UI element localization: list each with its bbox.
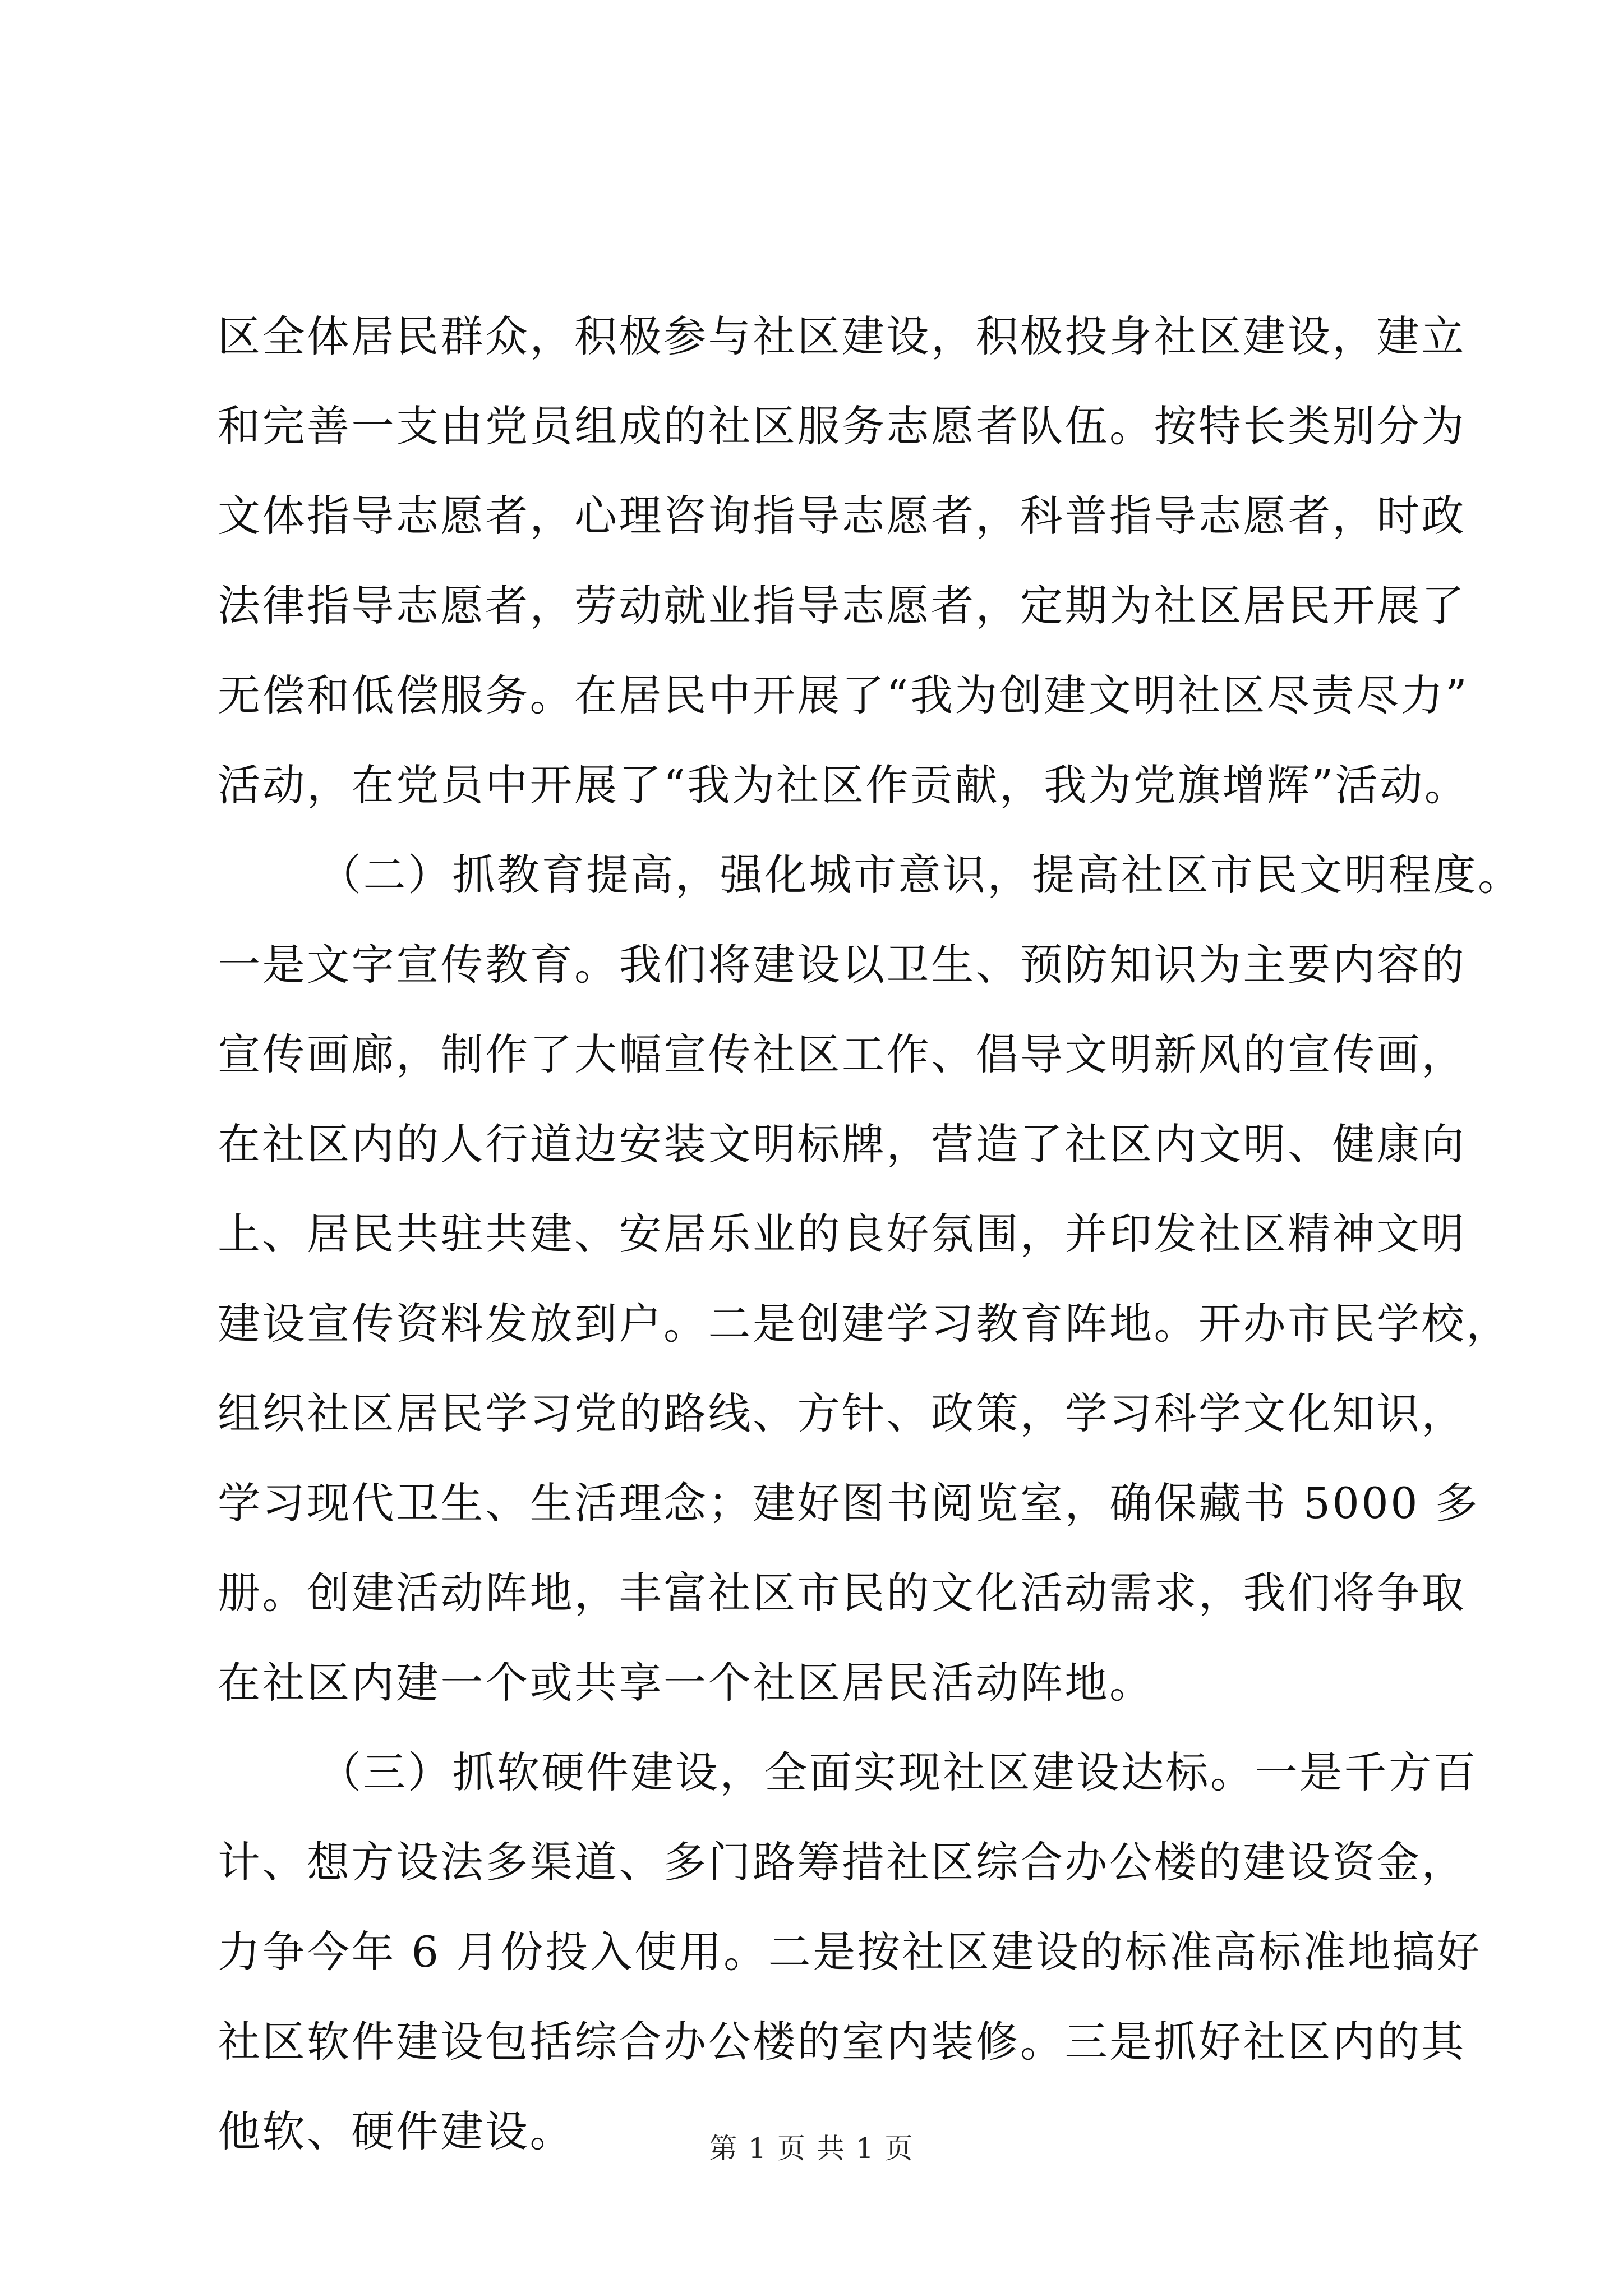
text-line: 一是文字宣传教育。我们将建设以卫生、预防知识为主要内容的 [218, 940, 1466, 990]
text-line: 在社区内的人行道边安装文明标牌，营造了社区内文明、健康向 [218, 1119, 1466, 1169]
paragraph-volunteers [218, 292, 1469, 830]
paragraph-education [218, 830, 1523, 1728]
text-line: 活动，在党员中开展了“我为社区作贡献，我为党旗增辉”活动。 [218, 760, 1469, 810]
text-line: 宣传画廊，制作了大幅宣传社区工作、倡导文明新风的宣传画， [218, 1029, 1466, 1079]
text-line: （三）抓软硬件建设，全面实现社区建设达标。一是千方百 [319, 1747, 1478, 1797]
text-line: 上、居民共驻共建、安居乐业的良好氛围，并印发社区精神文明 [218, 1209, 1466, 1259]
page-footer: 第 1 页 共 1 页 [709, 2132, 914, 2165]
text-line: 和完善一支由党员组成的社区服务志愿者队伍。按特长类别分为 [218, 401, 1466, 451]
text-line: （二）抓教育提高，强化城市意识，提高社区市民文明程度。 [319, 850, 1523, 900]
text-line: 力争今年 6 月份投入使用。二是按社区建设的标准高标准地搞好 [218, 1927, 1482, 1977]
text-line: 计、想方设法多渠道、多门路筹措社区综合办公楼的建设资金， [218, 1837, 1466, 1887]
paragraph-construction [218, 1728, 1482, 2177]
text-line: 他软、硬件建设。 [218, 2106, 574, 2156]
text-line: 文体指导志愿者，心理咨询指导志愿者，科普指导志愿者，时政 [218, 491, 1466, 541]
text-line: 社区软件建设包括综合办公楼的室内装修。三是抓好社区内的其 [218, 2017, 1466, 2067]
text-line: 在社区内建一个或共享一个社区居民活动阵地。 [218, 1658, 1154, 1708]
text-line: 学习现代卫生、生活理念；建好图书阅览室，确保藏书 5000 多 [218, 1478, 1480, 1528]
text-line: 建设宣传资料发放到户。二是创建学习教育阵地。开办市民学校， [218, 1299, 1511, 1349]
text-line: 法律指导志愿者，劳动就业指导志愿者，定期为社区居民开展了 [218, 581, 1466, 631]
text-line: 区全体居民群众，积极参与社区建设，积极投身社区建设，建立 [218, 311, 1466, 361]
text-line: 无偿和低偿服务。在居民中开展了“我为创建文明社区尽责尽力” [218, 670, 1469, 720]
text-line: 组织社区居民学习党的路线、方针、政策，学习科学文化知识， [218, 1388, 1466, 1438]
text-line: 册。创建活动阵地，丰富社区市民的文化活动需求，我们将争取 [218, 1568, 1466, 1618]
document-body [218, 292, 1523, 2177]
